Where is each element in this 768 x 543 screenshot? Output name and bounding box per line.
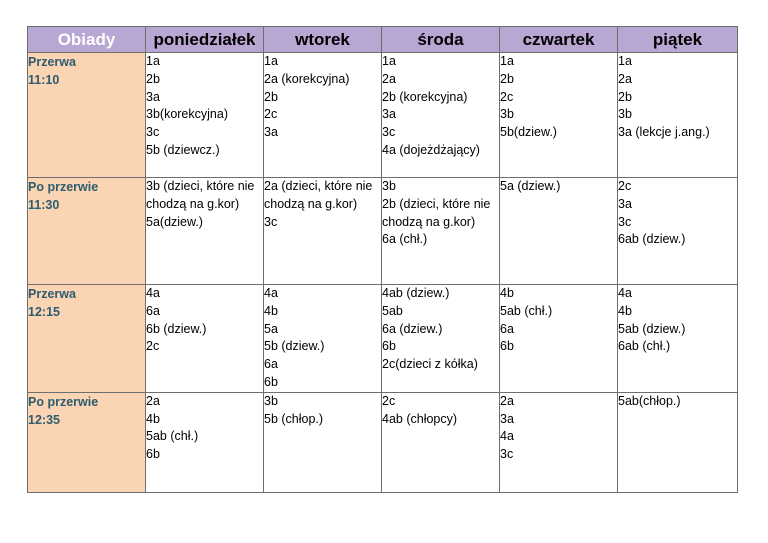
time-slot-cell (28, 53, 146, 178)
class-entry: 6ab (dziew.) (618, 232, 686, 247)
class-entry: 1a (264, 54, 278, 68)
class-entry: 1a (382, 54, 396, 68)
class-entry: 1a (618, 54, 632, 68)
class-entry: 6a (500, 321, 514, 336)
classes-cell (146, 53, 264, 178)
class-entry: 4b (264, 303, 278, 318)
time-slot-cell (28, 285, 146, 393)
classes-cell (264, 285, 382, 393)
time-slot-time: 12:35 (28, 412, 60, 427)
class-entry: 3b(korekcyjna) (146, 107, 228, 122)
classes-cell (146, 392, 264, 492)
classes-cell (618, 53, 738, 178)
table-row (28, 178, 738, 285)
class-entry: 2c(dzieci z kółka) (382, 357, 478, 372)
class-entry: 2c (618, 179, 632, 193)
classes-cell (500, 53, 618, 178)
lunch-schedule-table (27, 26, 738, 493)
class-entry: 3a (264, 125, 278, 140)
class-entry: 5b (dziew.) (264, 339, 325, 354)
class-entry: 4ab (chłopcy) (382, 411, 458, 426)
class-entry: 5ab (chł.) (146, 429, 199, 444)
class-entry: 2b (korekcyjna) (382, 89, 468, 104)
class-entry: 4a (500, 429, 514, 444)
table-row (28, 285, 738, 393)
class-entry: 2b (146, 71, 160, 86)
classes-cell (500, 178, 618, 285)
day-header-tuesday: wtorek (264, 27, 382, 53)
classes-cell (264, 392, 382, 492)
classes-cell (382, 285, 500, 393)
class-entry: 3b (618, 107, 632, 122)
class-entry: 6b (146, 447, 160, 462)
class-entry: 3a (382, 107, 396, 122)
class-entry: 2c (146, 339, 160, 354)
class-entry: 6b (500, 339, 514, 354)
classes-cell (618, 392, 738, 492)
class-entry: 3a (500, 411, 514, 426)
classes-cell (382, 178, 500, 285)
class-entry: 2c (264, 107, 278, 122)
time-slot-label: Po przerwie (28, 394, 99, 409)
class-entry: 4a (618, 286, 632, 300)
class-entry: 5ab (chł.) (500, 303, 553, 318)
class-entry: 5a (264, 321, 278, 336)
class-entry: 2a (146, 393, 160, 408)
classes-cell (146, 285, 264, 393)
classes-cell (618, 178, 738, 285)
classes-cell (618, 285, 738, 393)
day-header-thursday: czwartek (500, 27, 618, 53)
classes-cell (500, 392, 618, 492)
class-entry: 3b (382, 179, 396, 193)
class-entry: 6a (dziew.) (382, 321, 443, 336)
class-entry: 5ab (dziew.) (618, 321, 686, 336)
time-slot-time: 12:15 (28, 305, 60, 319)
class-entry: 3a (618, 196, 632, 211)
class-entry: 2a (618, 71, 632, 86)
class-entry: 5a(dziew.) (146, 214, 203, 229)
day-header-friday: piątek (618, 27, 738, 53)
class-entry: 5b(dziew.) (500, 125, 557, 140)
class-entry: 3c (618, 214, 632, 229)
day-header-monday: poniedziałek (146, 27, 264, 53)
class-entry: 4b (146, 411, 160, 426)
class-entry: 3b (264, 393, 278, 408)
class-entry: 3c (500, 447, 514, 462)
class-entry: 5b (chłop.) (264, 411, 324, 426)
class-entry: 4ab (dziew.) (382, 286, 450, 300)
table-row (28, 53, 738, 178)
class-entry: 2b (dzieci, które nie chodzą na g.kor) (382, 196, 491, 229)
class-entry: 3a (146, 89, 160, 104)
class-entry: 5b (dziewcz.) (146, 142, 220, 157)
class-entry: 3a (lekcje j.ang.) (618, 125, 710, 140)
class-entry: 2c (500, 89, 514, 104)
class-entry: 1a (500, 54, 514, 68)
class-entry: 2a (500, 393, 514, 408)
class-entry: 2a (382, 71, 396, 86)
class-entry: 3c (264, 214, 278, 229)
class-entry: 1a (146, 54, 160, 68)
day-header-wednesday: środa (382, 27, 500, 53)
class-entry: 2c (382, 393, 396, 408)
class-entry: 3c (382, 125, 396, 140)
class-entry: 2b (618, 89, 632, 104)
class-entry: 6a (264, 357, 278, 372)
time-slot-label: Po przerwie (28, 180, 99, 194)
classes-cell (382, 392, 500, 492)
class-entry: 6b (264, 374, 278, 389)
class-entry: 5a (dziew.) (500, 179, 561, 193)
time-slot-label: Przerwa (28, 55, 76, 69)
class-entry: 6b (dziew.) (146, 321, 207, 336)
class-entry: 4a (264, 286, 278, 300)
classes-cell (264, 53, 382, 178)
classes-cell (382, 53, 500, 178)
class-entry: 6ab (chł.) (618, 339, 671, 354)
class-entry: 5ab (382, 303, 403, 318)
class-entry: 4a (146, 286, 160, 300)
class-entry: 6b (382, 339, 396, 354)
class-entry: 2a (dzieci, które nie chodzą na g.kor) (264, 179, 373, 211)
header-row (28, 27, 738, 53)
class-entry: 3b (500, 107, 514, 122)
classes-cell (264, 178, 382, 285)
time-slot-cell (28, 392, 146, 492)
time-slot-time: 11:10 (28, 73, 60, 87)
class-entry: 6a (146, 303, 160, 318)
table-row (28, 392, 738, 492)
time-slot-cell (28, 178, 146, 285)
class-entry: 5ab(chłop.) (618, 393, 681, 408)
class-entry: 6a (chł.) (382, 232, 428, 247)
corner-header: Obiady (28, 27, 146, 53)
classes-cell (146, 178, 264, 285)
class-entry: 4b (618, 303, 632, 318)
class-entry: 4b (500, 286, 514, 300)
classes-cell (500, 285, 618, 393)
class-entry: 4a (dojeżdżający) (382, 142, 480, 157)
time-slot-label: Przerwa (28, 287, 76, 301)
class-entry: 2b (500, 71, 514, 86)
class-entry: 2b (264, 89, 278, 104)
class-entry: 3b (dzieci, które nie chodzą na g.kor) (146, 179, 255, 211)
class-entry: 3c (146, 125, 160, 140)
class-entry: 2a (korekcyjna) (264, 71, 350, 86)
time-slot-time: 11:30 (28, 198, 60, 212)
